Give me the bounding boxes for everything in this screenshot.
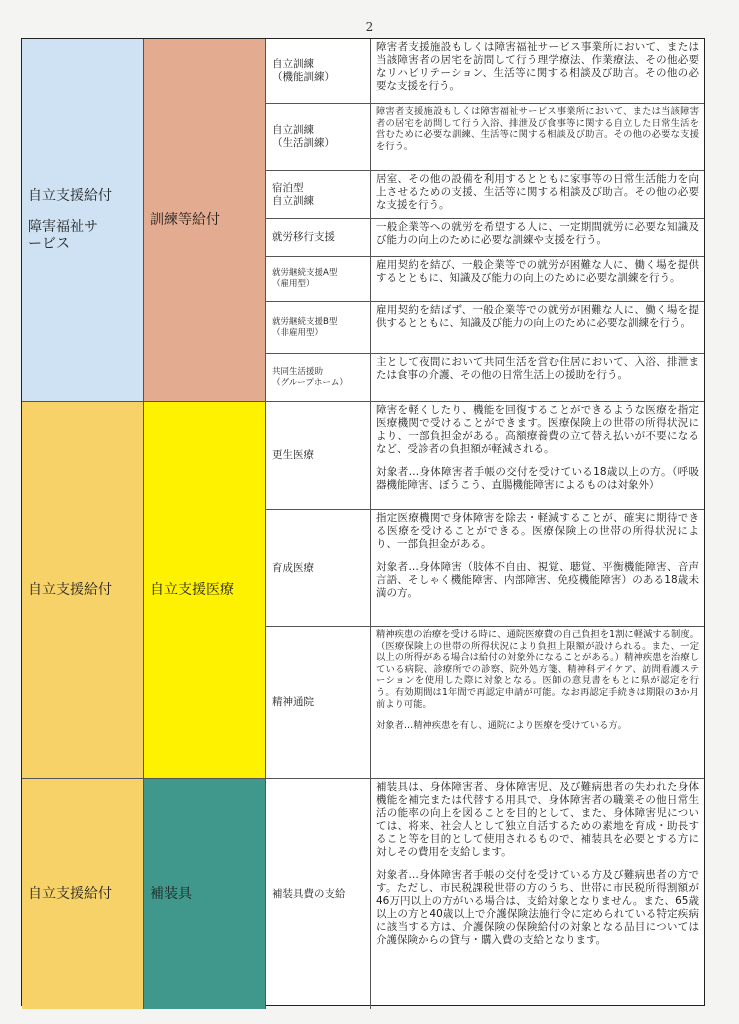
category-label: 自立支援給付 (28, 885, 112, 902)
service-name: 就労移行支援 (266, 219, 371, 257)
description-text: 居室、その他の設備を利用するとともに家事等の日常生活能力を向上させるための支援、生活等に関する相談及び助言。その他の必要な支援を行う。 (376, 173, 699, 211)
service-name: 補装具費の支給 (266, 779, 371, 1009)
description-text: 主として夜間において共同生活を営む住居において、入浴、排泄または食事の介護、その他の日常生活上の援助を行う。 (376, 356, 699, 381)
description-text: 一般企業等への就労を希望する人に、一定期間就労に必要な知識及び能力の向上のために必要な訓練や支援を行う。 (376, 221, 699, 246)
category-label: 自立支援給付 (28, 581, 112, 598)
services-table (21, 38, 705, 1006)
description-text: 補装具は、身体障害者、身体障害児、及び難病患者の失われた身体機能を補完または代替する用具で、身体障害者の職業その他日常生活の能率の向上を図ることを目的として、また、身体障害児については、将来、社会人として独立自活するための素地を育成・助長すること等を目的として使用されるもので、補装具を必要とする方に対しその費用を支給します。 (376, 781, 699, 858)
description-text: 精神疾患の治療を受ける時に、通院医療費の自己負担を1割に軽減する制度。（医療保険上の世帯の所得状況により負担上限額が設けられる。また、一定以上の所得がある場合は給付の対象外になることがある。）精神疾患を治療している病院、診療所での診察、院外処方箋、精神科デイケア、訪問看護ステーションを使用した際に対象となる。医師の意見書をもとに県が認定を行う。有効期間は1年間で再認定申請が可能。なお再認定手続きは期限の3か月前より可能。 (376, 629, 699, 710)
category-cell (22, 779, 144, 1009)
service-name: 育成医療 (266, 510, 371, 627)
service-description (371, 510, 704, 627)
category-cell (22, 39, 144, 402)
description-text: 雇用契約を結ばず、一般企業等での就労が困難な人に、働く場を提供するとともに、知識及び能力の向上のために必要な訓練を行う。 (376, 304, 699, 329)
category-label: 自立支援給付 (28, 187, 112, 204)
service-name: 共同生活援助 （グループホーム） (266, 354, 371, 402)
description-text: 指定医療機関で身体障害を除去・軽減することが、確実に期待できる医療を受けることができる。医療保険上の世帯の所得状況により、一部負担金がある。 (376, 512, 699, 550)
program-label: 補装具 (150, 885, 192, 902)
service-name: 就労継続支援A型 （雇用型） (266, 257, 371, 302)
subcategory-label: 障害福祉サービス (28, 218, 98, 252)
service-description (371, 302, 704, 354)
service-description (371, 627, 704, 779)
description-text: 障害者支援施設もしくは障害福祉サービス事業所において、または当該障害者の居宅を訪問して行う理学療法、作業療法、その他必要なリハビリテーション、生活等に関する相談及び助言。その他の必要な支援を行う。 (376, 41, 699, 92)
service-description (371, 354, 704, 402)
service-description (371, 219, 704, 257)
eligibility-text: 対象者…精神疾患を有し、通院により医療を受けている方。 (376, 720, 628, 732)
program-cell (144, 779, 266, 1009)
page-number: 2 (365, 20, 374, 34)
description-text: 雇用契約を結び、一般企業等での就労が困難な人に、働く場を提供するとともに、知識及び能力の向上のために必要な訓練を行う。 (376, 259, 699, 284)
description-text: 障害者支援施設もしくは障害福祉サービス事業所において、または当該障害者の居宅を訪問して行う入浴、排泄及び食事等に関する自立した日常生活を営むために必要な訓練、生活等に関する相談及び助言。その他の必要な支援を行う。 (376, 106, 699, 152)
service-name: 自立訓練 （機能訓練） (266, 39, 371, 104)
service-name: 就労継続支援B型 （非雇用型） (266, 302, 371, 354)
program-cell (144, 39, 266, 402)
eligibility-text: 対象者…身体障害者手帳の交付を受けている方及び難病患者の方です。ただし、市民税課税世帯の方のうち、世帯に市民税所得割額が46万円以上の方がいる場合は、支給対象となりません。また、65歳以上の方と40歳以上で介護保険法施行令に定められている特定疾病に該当する方は、介護保険の保険給付の対象となる品目については介護保険からの貸与・購入費の支給となります。 (376, 869, 699, 946)
eligibility-text: 対象者…身体障害（肢体不自由、視覚、聴覚、平衡機能障害、音声言語、そしゃく機能障害、内部障害、免疫機能障害）のある18歳未満の方。 (376, 561, 699, 599)
service-name: 宿泊型 自立訓練 (266, 171, 371, 219)
program-label: 訓練等給付 (150, 211, 220, 228)
program-label: 自立支援医療 (150, 581, 234, 598)
description-text: 障害を軽くしたり、機能を回復することができるような医療を指定医療機関で受けることができます。医療保険上の世帯の所得状況により、一部負担金がある。高額療養費の立て替え払いが不要になるなど、受診者の負担額が軽減される。 (376, 404, 699, 455)
service-name: 精神通院 (266, 627, 371, 779)
service-description (371, 257, 704, 302)
category-cell (22, 402, 144, 779)
service-description (371, 104, 704, 171)
service-name: 自立訓練 （生活訓練） (266, 104, 371, 171)
program-cell (144, 402, 266, 779)
service-description (371, 779, 704, 1009)
service-description (371, 39, 704, 104)
service-description (371, 402, 704, 510)
service-description (371, 171, 704, 219)
eligibility-text: 対象者…身体障害者手帳の交付を受けている18歳以上の方。（呼吸器機能障害、ぼうこう、直腸機能障害によるものは対象外） (376, 466, 699, 491)
service-name: 更生医療 (266, 402, 371, 510)
